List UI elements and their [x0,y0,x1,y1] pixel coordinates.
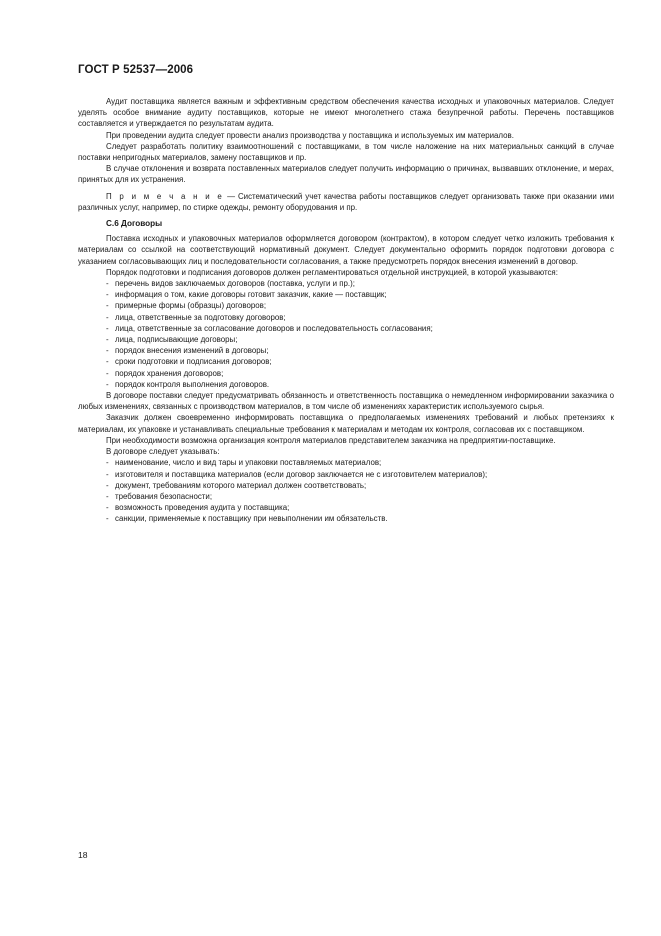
paragraph: При необходимости возможна организация контроля материалов представителем заказчика на предприятии-поставщике. [106,435,556,445]
document-body [78,96,614,525]
list-item: - порядок внесения изменений в договоры; [106,346,269,356]
dash-marker: - [106,301,109,311]
dash-marker: - [106,335,109,345]
dash-marker: - [106,480,109,490]
list-item: - требования безопасности; [106,491,213,501]
list-item: - лица, подписывающие договоры; [106,335,238,345]
note-text: — Систематический учет качества работы поставщиков следует организовать также при оказании ими различных услуг, например, по стирке одежды, ремонту оборудования и пр. [78,191,614,212]
dash-marker: - [106,323,109,333]
paragraph: В договоре следует указывать: [106,447,220,457]
list-item: - примерные формы (образцы) договоров; [106,301,267,311]
paragraph: В случае отклонения и возврата поставленных материалов следует получить информацию о причинах, вызвавших отклонение, и мерах, принятых для их устранения. [78,164,614,185]
list-item: - информация о том, какие договоры готовит заказчик, какие — поставщик; [106,290,387,300]
dash-marker: - [106,458,109,468]
list-item: - возможность проведения аудита у поставщика; [106,503,290,513]
dash-marker: - [106,290,109,300]
list-item: - наименование, число и вид тары и упаковки поставляемых материалов; [106,458,382,468]
list-item: - лица, ответственные за подготовку договоров; [106,312,286,322]
list-item: - сроки подготовки и подписания договоров; [106,357,272,367]
paragraph: Аудит поставщика является важным и эффективным средством обеспечения качества исходных и упаковочных материалов. Следует уделять особое внимание аудиту поставщиков, которые не имеют многолетнего стажа безупречной работы. Перечень поставщиков составляется и утверждается по результатам аудита. [78,97,614,129]
section-title: С.6 Договоры [106,219,163,229]
dash-marker: - [106,312,109,322]
list-item: - перечень видов заключаемых договоров (поставка, услуги и пр.); [106,279,355,289]
dash-marker: - [106,379,109,389]
paragraph: Следует разработать политику взаимоотношений с поставщиками, в том числе наложение на них материальных санкций в случае поставки непригодных материалов, замену поставщиков и пр. [78,141,614,163]
requirements-list [78,278,614,390]
paragraph: Поставка исходных и упаковочных материалов оформляется договором (контрактом), в котором следует четко изложить требования к материалам со ссылкой на соответствующий нормативный документ. Следует документально оформить порядок подготовки договора с указанием согласовывающих лиц и последовательности согласования, а также предусмотреть порядок внесения изменений в договор. [78,234,614,266]
paragraph: В договоре поставки следует предусматривать обязанность и ответственность поставщика о немедленном информировании заказчика о любых изменениях, связанных с производством материалов, в том числе об изменениях характеристик используемого сырья. [78,391,614,412]
list-item: - лица, ответственные за согласование договоров и последовательность согласования; [106,323,433,333]
dash-marker: - [106,357,109,367]
paragraph: Заказчик должен своевременно информировать поставщика о предполагаемых изменениях требований и любых претензиях к материалам, их упаковке и устанавливать специальные требования к материалам и методам их контроля, согласовав их с поставщиком. [78,413,614,434]
dash-marker: - [106,491,109,501]
note-label: П р и м е ч а н и е [106,191,225,201]
list-item: - документ, требованиям которого материал должен соответствовать; [106,480,367,490]
dash-marker: - [106,503,109,513]
paragraph: Порядок подготовки и подписания договоров должен регламентироваться отдельной инструкцией, в которой указываются: [106,267,558,277]
contract-contents-list [78,457,614,524]
dash-marker: - [106,514,109,524]
dash-marker: - [106,279,109,289]
note-paragraph [78,191,614,213]
document-header: ГОСТ Р 52537—2006 [78,64,194,76]
dash-marker: - [106,469,109,479]
list-item: - санкции, применяемые к поставщику при невыполнении им обязательств. [106,514,388,524]
list-item: - порядок контроля выполнения договоров. [106,379,270,389]
dash-marker: - [106,346,109,356]
dash-marker: - [106,368,109,378]
paragraph: При проведении аудита следует провести анализ производства у поставщика и используемых им материалов. [106,130,514,140]
list-item: - изготовителя и поставщика материалов (если договор заключается не с изготовителем материалов); [106,469,488,479]
list-item: - порядок хранения договоров; [106,368,224,378]
page-number: 18 [78,850,88,860]
